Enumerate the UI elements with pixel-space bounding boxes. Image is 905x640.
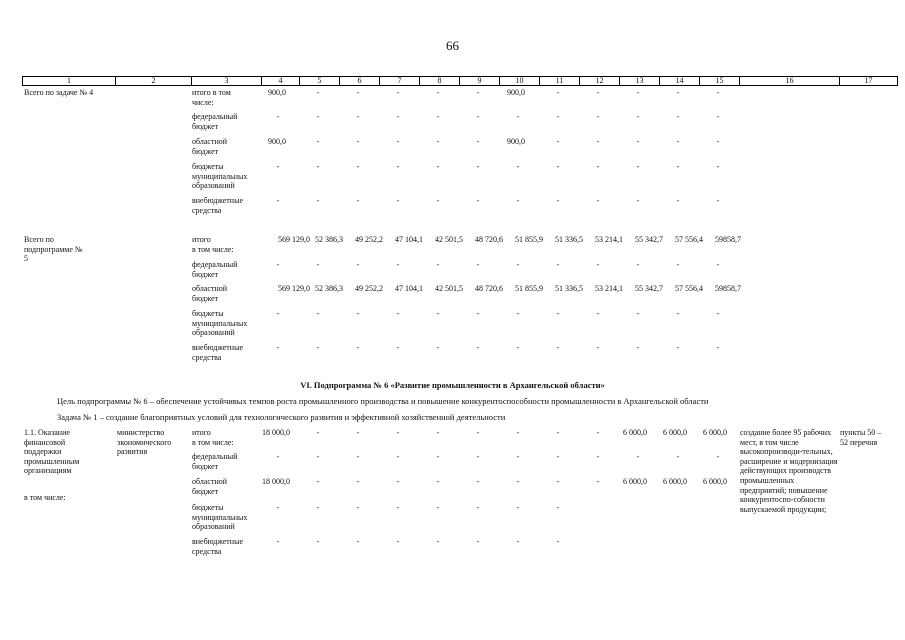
task4-fed-c13: - (636, 112, 640, 121)
col-header-8: 8 (420, 77, 460, 86)
item-1-1-obl-c10: - (516, 477, 520, 486)
col-header-14: 14 (660, 77, 700, 86)
page-number: 66 (446, 38, 459, 53)
item-1-1-vn-c11: - (556, 537, 560, 546)
item-1-1-itogo-c9: - (476, 428, 480, 437)
task4-vn-c5: - (316, 196, 320, 205)
task4-fed-c8: - (436, 112, 440, 121)
sub5-oblast-label: областной бюджет (192, 284, 228, 303)
item-1-1-oblast-label: областной бюджет (192, 477, 228, 496)
task4-fed-c9: - (476, 112, 480, 121)
section6-goal: Цель подпрограммы № 6 – обеспечение устойчивых темпов роста промышленного производства и повышение конкурентоспособности промышленности в Архангельской области (57, 396, 709, 406)
item-1-1-mun-c6: - (356, 503, 360, 512)
task4-itogo-c9: - (476, 88, 480, 97)
col-header-5: 5 (300, 77, 340, 86)
sub5-vn-c11: - (556, 343, 560, 352)
task4-mun-c10: - (516, 162, 520, 171)
item-1-1-executor: министерство экономического развития (117, 428, 172, 457)
item-1-1-vn-c8: - (436, 537, 440, 546)
task4-obl-c7: - (396, 137, 400, 146)
item-1-1-obl-c11: - (556, 477, 560, 486)
task4-oblast-col10: 900,0 (507, 137, 525, 146)
sub5-itogo-c6: 49 252,2 (355, 235, 383, 244)
sub5-municipal-label: бюджеты муниципальных образований (192, 309, 248, 338)
sub5-vn-c4: - (276, 343, 280, 352)
task4-mun-c9: - (476, 162, 480, 171)
task4-itogo-c12: - (596, 88, 600, 97)
item-1-1-vn-c10: - (516, 537, 520, 546)
item-1-1-obl-c6: - (356, 477, 360, 486)
task4-itogo-col4: 900,0 (268, 88, 286, 97)
sub5-vn-c9: - (476, 343, 480, 352)
item-1-1-title: 1.1. Оказание финансовой поддержки промышленным организациям (24, 428, 80, 476)
item-1-1-fed-c11: - (556, 452, 560, 461)
sub5-vn-c8: - (436, 343, 440, 352)
sub5-vn-c7: - (396, 343, 400, 352)
task4-itogo-c8: - (436, 88, 440, 97)
sub5-obl-c9: 48 720,6 (475, 284, 503, 293)
task4-federal-label: федеральный бюджет (192, 112, 238, 131)
sub5-fed-c14: - (676, 260, 680, 269)
task4-obl-c8: - (436, 137, 440, 146)
sub5-fed-c4: - (276, 260, 280, 269)
sub5-obl-c12: 53 214,1 (595, 284, 623, 293)
sub5-itogo-c11: 51 336,5 (555, 235, 583, 244)
sub5-vneb-label: внебюджетные средства (192, 343, 243, 362)
task4-mun-c8: - (436, 162, 440, 171)
sub5-itogo-c15: 59858,7 (715, 235, 741, 244)
sub5-obl-c13: 55 342,7 (635, 284, 663, 293)
task4-obl-c5: - (316, 137, 320, 146)
item-1-1-fed-c15: - (716, 452, 720, 461)
sub5-mun-c6: - (356, 309, 360, 318)
task4-vn-c10: - (516, 196, 520, 205)
item-1-1-mun-c7: - (396, 503, 400, 512)
sub5-obl-c11: 51 336,5 (555, 284, 583, 293)
task4-fed-c5: - (316, 112, 320, 121)
sub5-mun-c7: - (396, 309, 400, 318)
task4-vn-c7: - (396, 196, 400, 205)
sub5-fed-c15: - (716, 260, 720, 269)
item-1-1-fed-c13: - (636, 452, 640, 461)
col-header-1: 1 (23, 77, 116, 86)
sub5-mun-c14: - (676, 309, 680, 318)
sub5-vn-c14: - (676, 343, 680, 352)
item-1-1-vneb-label: внебюджетные средства (192, 537, 243, 556)
sub5-mun-c4: - (276, 309, 280, 318)
task4-vn-c14: - (676, 196, 680, 205)
item-1-1-obl-c7: - (396, 477, 400, 486)
col-header-9: 9 (460, 77, 500, 86)
sub5-mun-c5: - (316, 309, 320, 318)
task4-mun-c4: - (276, 162, 280, 171)
sub5-obl-c7: 47 104,1 (395, 284, 423, 293)
col-header-7: 7 (380, 77, 420, 86)
sub5-mun-c15: - (716, 309, 720, 318)
sub5-vn-c6: - (356, 343, 360, 352)
task4-vn-c4: - (276, 196, 280, 205)
task4-itogo-c15: - (716, 88, 720, 97)
col-header-2: 2 (116, 77, 192, 86)
sub5-obl-c10: 51 855,9 (515, 284, 543, 293)
col-header-6: 6 (340, 77, 380, 86)
task4-fed-c4: - (276, 112, 280, 121)
item-1-1-vn-c7: - (396, 537, 400, 546)
sub5-fed-c6: - (356, 260, 360, 269)
sub5-mun-c10: - (516, 309, 520, 318)
sub5-vn-c10: - (516, 343, 520, 352)
item-1-1-fed-c8: - (436, 452, 440, 461)
item-1-1-itogo-c5: - (316, 428, 320, 437)
section6-task1: Задача № 1 – создание благоприятных условий для технологического развития и эффективной хозяйственной деятельности (57, 412, 506, 422)
task4-mun-c12: - (596, 162, 600, 171)
item-1-1-vn-c4: - (276, 537, 280, 546)
item-1-1-fed-c7: - (396, 452, 400, 461)
section6-title: VI. Подпрограмма № 6 «Развитие промышленности в Архангельской области» (300, 380, 605, 390)
item-1-1-fed-c6: - (356, 452, 360, 461)
item-1-1-itogo-label: итого (192, 428, 211, 437)
item-1-1-fed-c14: - (676, 452, 680, 461)
task4-vn-c9: - (476, 196, 480, 205)
col-header-17: 17 (840, 77, 898, 86)
item-1-1-mun-c4: - (276, 503, 280, 512)
sub5-itogo-label: итого (192, 235, 211, 244)
item-1-1-itogo-c6: - (356, 428, 360, 437)
sub5-mun-c12: - (596, 309, 600, 318)
item-1-1-itogo-c10: - (516, 428, 520, 437)
task4-vn-c11: - (556, 196, 560, 205)
sub5-obl-c6: 49 252,2 (355, 284, 383, 293)
task4-obl-c13: - (636, 137, 640, 146)
item-1-1-obl-c8: - (436, 477, 440, 486)
item-1-1-fed-c5: - (316, 452, 320, 461)
item-1-1-itogo-c8: - (436, 428, 440, 437)
col-header-16: 16 (740, 77, 840, 86)
col-header-15: 15 (700, 77, 740, 86)
sub5-fed-c5: - (316, 260, 320, 269)
task4-mun-c5: - (316, 162, 320, 171)
sub5-fed-c13: - (636, 260, 640, 269)
column-number-header (22, 76, 898, 86)
task4-itogo-c11: - (556, 88, 560, 97)
item-1-1-federal-label: федеральный бюджет (192, 452, 238, 471)
task4-itogo-c7: - (396, 88, 400, 97)
sub5-itogo-c14: 57 556,4 (675, 235, 703, 244)
item-1-1-mun-c8: - (436, 503, 440, 512)
item-1-1-itogo-c14: 6 000,0 (663, 428, 687, 437)
task4-mun-c11: - (556, 162, 560, 171)
item-1-1-itogo-c11: - (556, 428, 560, 437)
sub5-itogo-c13: 55 342,7 (635, 235, 663, 244)
item-1-1-itogo-c12: - (596, 428, 600, 437)
sub5-itogo-c9: 48 720,6 (475, 235, 503, 244)
sub5-federal-label: федеральный бюджет (192, 260, 238, 279)
task4-municipal-label: бюджеты муниципальных образований (192, 162, 248, 191)
task4-fed-c10: - (516, 112, 520, 121)
sub5-obl-c4: 569 129,0 (278, 284, 310, 293)
task4-vn-c12: - (596, 196, 600, 205)
task4-obl-c15: - (716, 137, 720, 146)
task4-itogo-c6: - (356, 88, 360, 97)
item-1-1-municipal-label: бюджеты муниципальных образований (192, 503, 248, 532)
task4-obl-c11: - (556, 137, 560, 146)
task4-mun-c14: - (676, 162, 680, 171)
col-header-4: 4 (262, 77, 300, 86)
item-1-1-obl-c4: 18 000,0 (262, 477, 290, 486)
sub5-vn-c12: - (596, 343, 600, 352)
sub5-title: Всего по подпрограмме № 5 (24, 235, 83, 264)
task4-mun-c15: - (716, 162, 720, 171)
task4-itogo-c14: - (676, 88, 680, 97)
sub5-fed-c11: - (556, 260, 560, 269)
sub5-itogo-c4: 569 129,0 (278, 235, 310, 244)
item-1-1-itogo-sub: в том числе: (192, 438, 234, 447)
item-1-1-obl-c12: - (596, 477, 600, 486)
item-1-1-vn-c5: - (316, 537, 320, 546)
task4-vn-c6: - (356, 196, 360, 205)
task4-itogo-col10: 900,0 (507, 88, 525, 97)
sub5-mun-c8: - (436, 309, 440, 318)
task4-obl-c9: - (476, 137, 480, 146)
sub5-itogo-sub: в том числе: (192, 245, 234, 254)
task4-fed-c15: - (716, 112, 720, 121)
task4-mun-c7: - (396, 162, 400, 171)
col-header-10: 10 (500, 77, 540, 86)
sub5-obl-c15: 59858,7 (715, 284, 741, 293)
item-1-1-mun-c9: - (476, 503, 480, 512)
sub5-mun-c13: - (636, 309, 640, 318)
sub5-fed-c12: - (596, 260, 600, 269)
task4-vn-c15: - (716, 196, 720, 205)
item-1-1-reference: пункты 50 – 52 перечня (840, 428, 882, 447)
item-1-1-mun-c5: - (316, 503, 320, 512)
item-1-1-obl-c13: 6 000,0 (623, 477, 647, 486)
item-1-1-itogo-c13: 6 000,0 (623, 428, 647, 437)
item-1-1-result: создание более 95 рабочих мест, в том числе высокопроизводи-тельных, расширение и модернизация действующих производств промышленных предприятий; повышение конкурентоспо-собности выпускаемой продукции; (740, 428, 838, 514)
item-1-1-mun-c10: - (516, 503, 520, 512)
col-header-12: 12 (580, 77, 620, 86)
item-1-1-mun-c11: - (556, 503, 560, 512)
sub5-fed-c9: - (476, 260, 480, 269)
item-1-1-obl-c14: 6 000,0 (663, 477, 687, 486)
task4-fed-c14: - (676, 112, 680, 121)
task4-mun-c13: - (636, 162, 640, 171)
sub5-mun-c9: - (476, 309, 480, 318)
sub5-fed-c10: - (516, 260, 520, 269)
item-1-1-fed-c4: - (276, 452, 280, 461)
item-1-1-fed-c9: - (476, 452, 480, 461)
task4-itogo-c13: - (636, 88, 640, 97)
sub5-obl-c8: 42 501,5 (435, 284, 463, 293)
col-header-13: 13 (620, 77, 660, 86)
sub5-vn-c15: - (716, 343, 720, 352)
item-1-1-vn-c6: - (356, 537, 360, 546)
item-1-1-obl-c9: - (476, 477, 480, 486)
col-header-3: 3 (192, 77, 262, 86)
item-1-1-obl-c15: 6 000,0 (703, 477, 727, 486)
sub5-vn-c5: - (316, 343, 320, 352)
item-1-1-subtitle: в том числе: (24, 493, 66, 502)
sub5-obl-c14: 57 556,4 (675, 284, 703, 293)
item-1-1-itogo-c4: 18 000,0 (262, 428, 290, 437)
task4-vneb-label: внебюджетные средства (192, 196, 243, 215)
task4-vn-c8: - (436, 196, 440, 205)
sub5-itogo-c10: 51 855,9 (515, 235, 543, 244)
item-1-1-fed-c10: - (516, 452, 520, 461)
task4-fed-c6: - (356, 112, 360, 121)
task4-fed-c11: - (556, 112, 560, 121)
task4-fed-c7: - (396, 112, 400, 121)
task4-vn-c13: - (636, 196, 640, 205)
item-1-1-fed-c12: - (596, 452, 600, 461)
task4-itogo-label: итого в том числе: (192, 88, 231, 107)
item-1-1-obl-c5: - (316, 477, 320, 486)
task4-oblast-label: областной бюджет (192, 137, 228, 156)
task4-oblast-col4: 900,0 (268, 137, 286, 146)
sub5-vn-c13: - (636, 343, 640, 352)
task4-mun-c6: - (356, 162, 360, 171)
sub5-itogo-c5: 52 386,3 (315, 235, 343, 244)
col-header-11: 11 (540, 77, 580, 86)
sub5-fed-c7: - (396, 260, 400, 269)
task4-obl-c6: - (356, 137, 360, 146)
sub5-itogo-c7: 47 104,1 (395, 235, 423, 244)
task4-obl-c14: - (676, 137, 680, 146)
task4-obl-c12: - (596, 137, 600, 146)
item-1-1-vn-c9: - (476, 537, 480, 546)
task4-itogo-c5: - (316, 88, 320, 97)
sub5-itogo-c12: 53 214,1 (595, 235, 623, 244)
task4-fed-c12: - (596, 112, 600, 121)
item-1-1-itogo-c7: - (396, 428, 400, 437)
task4-title: Всего по задаче № 4 (24, 88, 94, 97)
sub5-itogo-c8: 42 501,5 (435, 235, 463, 244)
sub5-obl-c5: 52 386,3 (315, 284, 343, 293)
sub5-mun-c11: - (556, 309, 560, 318)
sub5-fed-c8: - (436, 260, 440, 269)
item-1-1-itogo-c15: 6 000,0 (703, 428, 727, 437)
